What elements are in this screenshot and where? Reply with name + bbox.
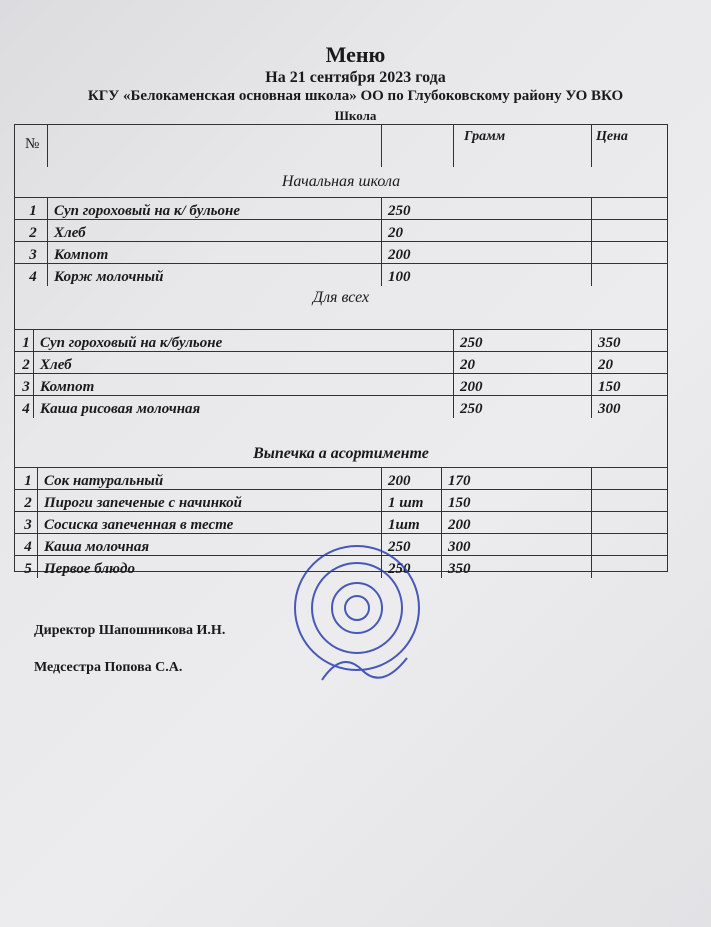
row-price: 300	[591, 396, 668, 418]
table-row	[15, 351, 667, 374]
row-gram: 1 шт	[381, 490, 442, 512]
row-number: 1	[22, 335, 30, 351]
row-gram: 250	[453, 396, 592, 418]
row-price	[591, 264, 668, 286]
row-price: 20	[591, 352, 668, 374]
organization-name: КГУ «Белокаменская основная школа» ОО по Глубоковскому району УО ВКО	[87, 88, 624, 104]
row-gram: 250	[381, 534, 442, 556]
row-number: 4	[29, 269, 37, 285]
row-dish-name: Суп гороховый на к/ бульоне	[47, 198, 382, 220]
row-dish-name: Каша рисовая молочная	[33, 396, 454, 418]
row-dish-name: Первое блюдо	[37, 556, 382, 578]
row-dish-name: Хлеб	[47, 220, 382, 242]
row-gram: 200	[381, 242, 592, 264]
row-gram: 250	[381, 556, 442, 578]
header-price: Цена	[591, 125, 671, 167]
menu-date: На 21 сентября 2023 года	[265, 69, 446, 86]
table-row	[15, 263, 667, 286]
row-price: 200	[441, 512, 592, 534]
row-extra	[591, 512, 668, 534]
section-title: Начальная школа	[281, 173, 401, 190]
table-row	[15, 489, 667, 512]
divider	[47, 125, 48, 167]
row-dish-name: Суп гороховый на к/бульоне	[33, 330, 454, 352]
divider	[381, 125, 462, 167]
row-number: 1	[29, 203, 37, 219]
row-number: 3	[22, 379, 30, 395]
table-row	[15, 197, 667, 220]
table-row	[15, 219, 667, 242]
row-gram: 250	[381, 198, 592, 220]
row-extra	[591, 490, 668, 512]
row-dish-name: Пироги запеченые с начинкой	[37, 490, 382, 512]
row-price: 150	[441, 490, 592, 512]
row-number: 5	[24, 561, 32, 577]
row-number: 1	[24, 473, 32, 489]
row-price: 150	[591, 374, 668, 396]
header-number: №	[25, 136, 40, 152]
row-number: 2	[29, 225, 37, 241]
row-number: 2	[24, 495, 32, 511]
director-signature: Директор Шапошникова И.Н.	[34, 623, 226, 638]
table-row	[15, 329, 667, 352]
table-row	[15, 395, 667, 418]
row-price: 350	[591, 330, 668, 352]
row-gram: 200	[453, 374, 592, 396]
row-dish-name: Компот	[33, 374, 454, 396]
table-row	[15, 467, 667, 490]
table-row	[15, 241, 667, 264]
row-dish-name: Корж молочный	[47, 264, 382, 286]
row-extra	[591, 534, 668, 556]
subtitle: Школа	[334, 108, 377, 123]
row-price	[591, 242, 668, 264]
row-gram: 100	[381, 264, 592, 286]
table-row	[15, 373, 667, 396]
row-dish-name: Сок натуральный	[37, 468, 382, 490]
row-gram: 200	[381, 468, 442, 490]
section-title: Для всех	[312, 289, 370, 306]
row-dish-name: Каша молочная	[37, 534, 382, 556]
row-dish-name: Сосиска запеченная в тесте	[37, 512, 382, 534]
row-gram: 250	[453, 330, 592, 352]
row-dish-name: Компот	[47, 242, 382, 264]
official-stamp	[282, 530, 432, 690]
row-gram: 1шт	[381, 512, 442, 534]
table-header-row	[15, 125, 667, 167]
menu-table	[14, 124, 668, 577]
section-title: Выпечка а асортименте	[253, 445, 429, 462]
row-price: 170	[441, 468, 592, 490]
header-gram: Грамм	[453, 125, 604, 167]
row-extra	[591, 556, 668, 578]
row-number: 4	[24, 539, 32, 555]
row-price	[591, 198, 668, 220]
row-price	[591, 220, 668, 242]
row-number: 3	[24, 517, 32, 533]
row-price: 300	[441, 534, 592, 556]
row-gram: 20	[381, 220, 592, 242]
row-dish-name: Хлеб	[33, 352, 454, 374]
row-number: 3	[29, 247, 37, 263]
row-gram: 20	[453, 352, 592, 374]
page-title: Меню	[325, 42, 386, 67]
row-price: 350	[441, 556, 592, 578]
row-number: 2	[22, 357, 30, 373]
row-number: 4	[22, 401, 30, 417]
row-extra	[591, 468, 668, 490]
nurse-signature: Медсестра Попова С.А.	[34, 660, 183, 675]
